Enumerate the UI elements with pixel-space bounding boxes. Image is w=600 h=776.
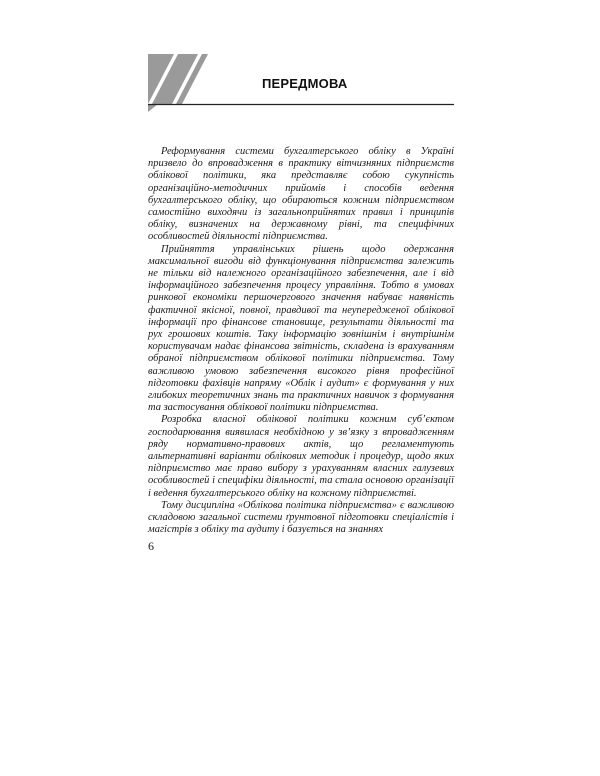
paragraph-4: Тому дисципліна «Облікова політика підприємства» є важливою складовою загальної системи ґрунтовної підготовки спеціалістів і магістрів з обліку та аудиту і базується на знаннях (148, 499, 454, 536)
paragraph-2: Прийняття управлінських рішень щодо одержання максимальної вигоди від функціонування підприємства залежить не тільки від належного організаційного забезпечення, але і від інформаційного забезпечення процесу управління. Тобто в умовах ринкової економіки першочергового значення набуває наявність фактичної якісної, повної, правдивої та неупередженої облікової інформації про фінансове становище, результати діяльності та рух грошових коштів. Таку інформацію зовнішнім і внутрішнім користувачам надає фінансова звітність, складена із врахуванням обраної підприємством облікової політики підприємства. Тому важливою умовою забезпечення високого рівня професійної підготовки фахівців напряму «Облік і аудит» є формування у них глибоких теоретичних знань та практичних навичок з формування та застосування облікової політики підприємства. (148, 243, 454, 414)
page-number: 6 (148, 539, 154, 553)
paragraph-1: Реформування системи бухгалтерського обліку в Україні призвело до впровадження в практику вітчизняних підприємств облікової політики, яка представляє собою сукупність організаційно-методичних прийомів і способів ведення бухгалтерського обліку, що обираються кожним підприємством самостійно виходячи із загальноприйнятих правил і принципів обліку, визначених на державному рівні, та специфічних особливостей діяльності підприємства. (148, 146, 454, 243)
paragraph-3: Розробка власної облікової політики кожним суб’єктом господарювання виявилася необхідною у зв’язку з впровадженням ряду нормативно-правових актів, що регламентують альтернативні варіанти облікових методик і процедур, щодо яких підприємство має право вибору з урахуванням власних галузевих особливостей і специфіки діяльності, та стала основою організації і ведення бухгалтерського обліку на кожному підприємстві. (148, 414, 454, 499)
page-title: ПЕРЕДМОВА (262, 76, 348, 91)
body-text (148, 146, 454, 537)
